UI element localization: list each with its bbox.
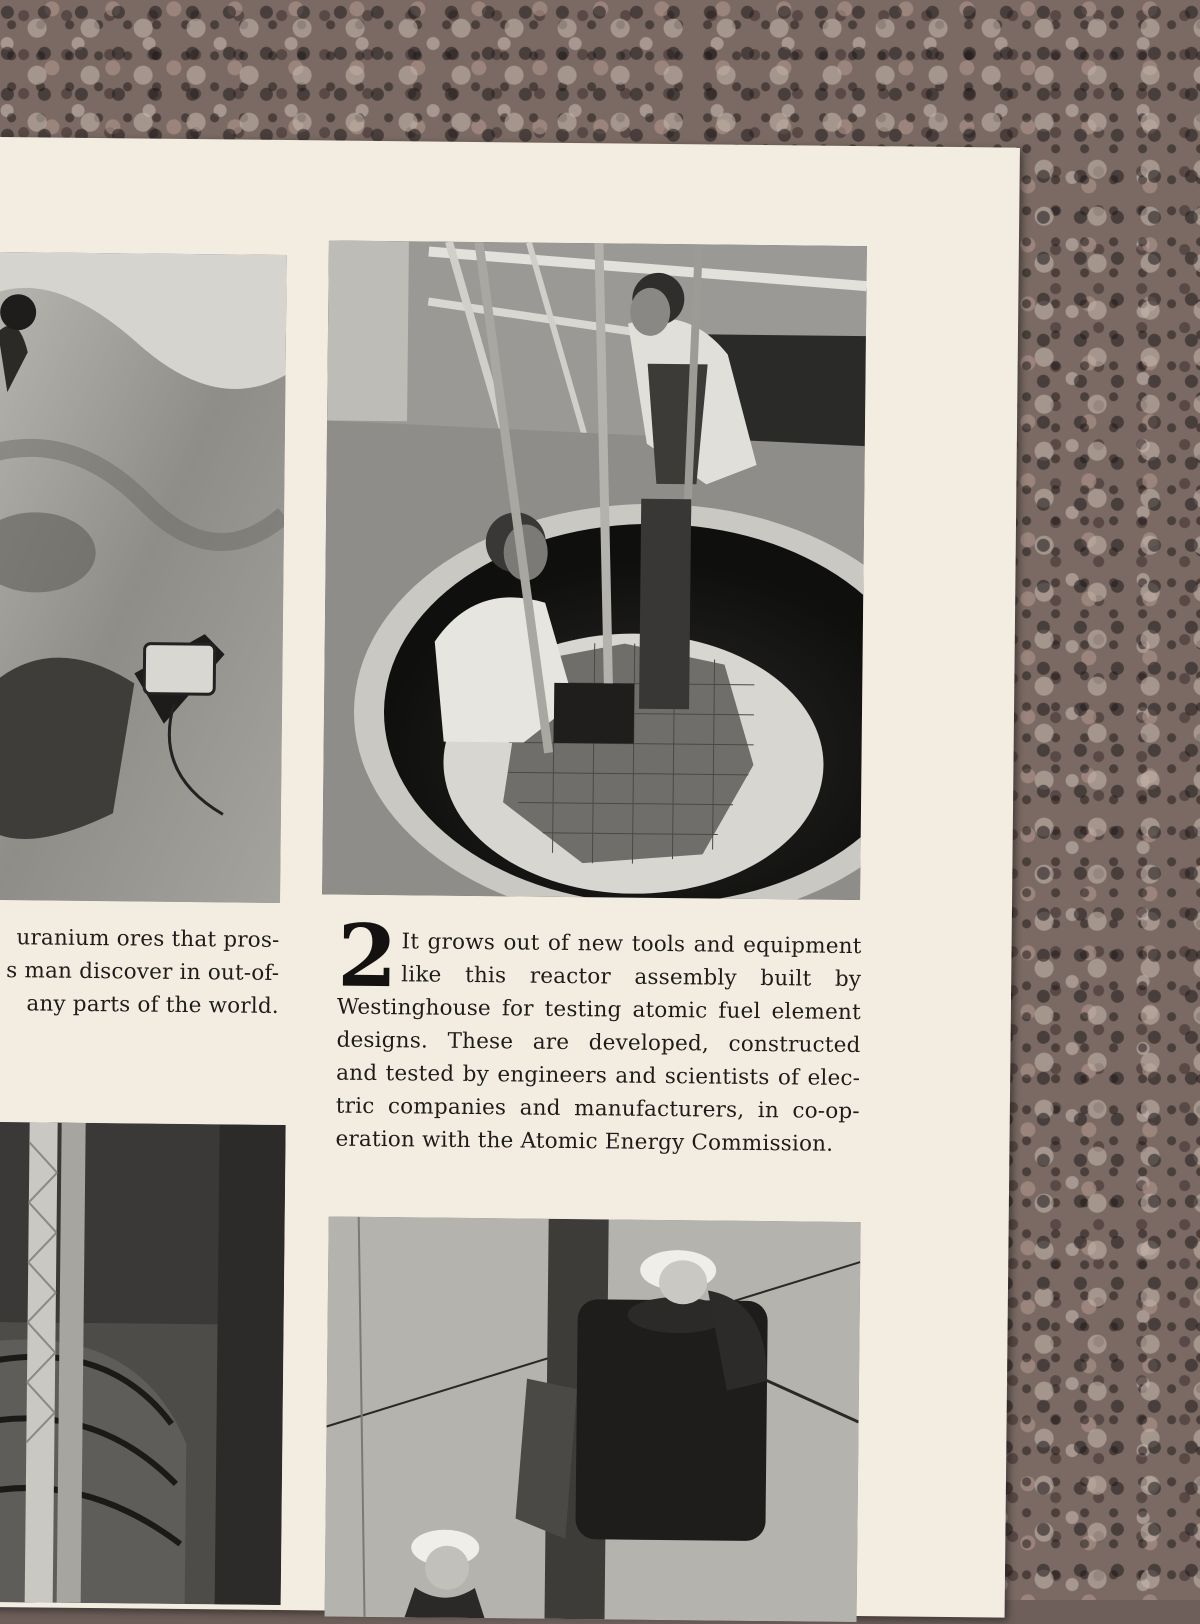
reactor-assembly-photo bbox=[322, 240, 867, 900]
caption-uranium bbox=[0, 921, 280, 1023]
magazine-page bbox=[0, 137, 1020, 1618]
caption-line: Westinghouse for testing atomic fuel element bbox=[336, 994, 862, 1026]
caption-reactor bbox=[335, 925, 861, 1161]
lineman-photo bbox=[325, 1217, 861, 1623]
caption-numeral: 2 bbox=[336, 905, 398, 1008]
caption-line: tric companies and manufacturers, in co-op- bbox=[335, 1093, 860, 1125]
uranium-prospecting-photo bbox=[0, 252, 287, 903]
caption-line: designs. These are developed, constructed bbox=[336, 1027, 861, 1059]
caption-line: eration with the Atomic Energy Commission. bbox=[335, 1126, 834, 1157]
caption-line: s man discover in out-of- bbox=[6, 958, 280, 986]
caption-line: like this reactor assembly built by bbox=[401, 962, 862, 993]
caption-line: any parts of the world. bbox=[26, 991, 280, 1019]
caption-line: It grows out of new tools and equipment bbox=[401, 929, 862, 960]
caption-line: uranium ores that pros- bbox=[16, 925, 280, 953]
caption-line: and tested by engineers and scientists of elec- bbox=[336, 1060, 861, 1092]
reactor-construction-photo bbox=[0, 1122, 286, 1605]
